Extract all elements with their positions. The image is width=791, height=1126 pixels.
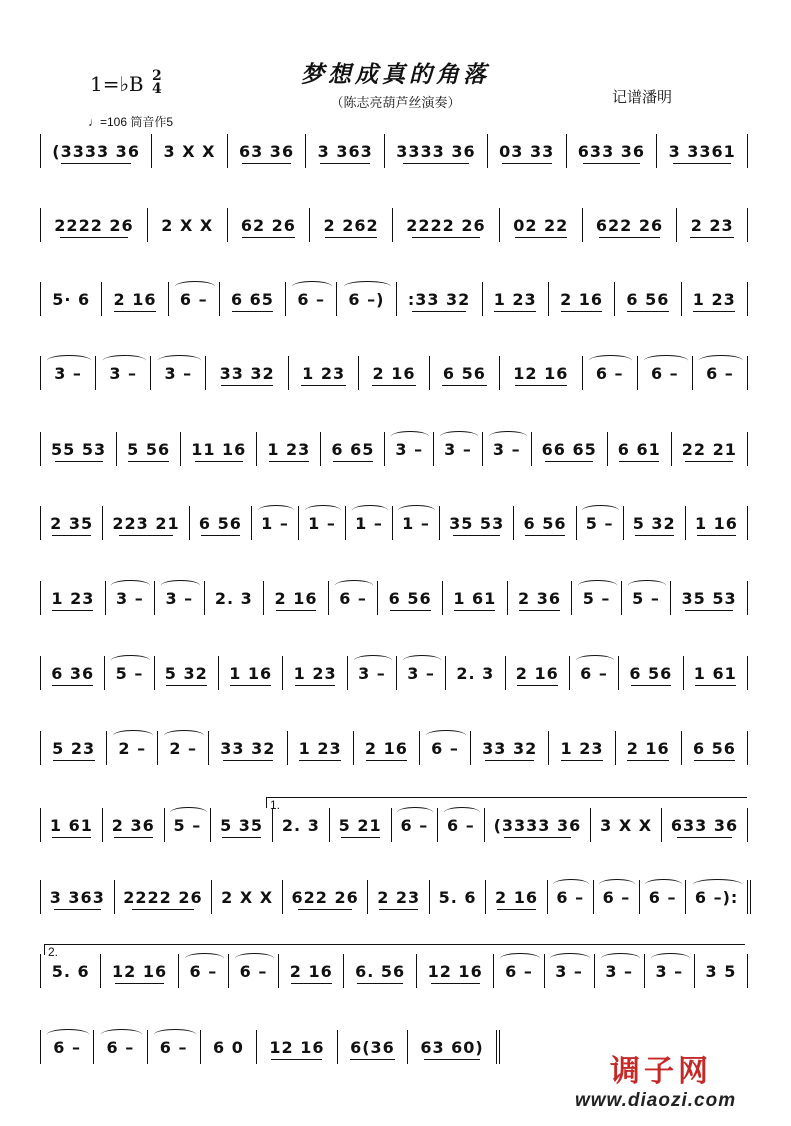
measure: 5. 6	[429, 880, 485, 914]
measure: 2. 3	[445, 656, 504, 690]
measure: 12 16	[100, 954, 178, 988]
measure: 6 –	[285, 282, 336, 316]
measure: 3 –	[105, 581, 154, 615]
watermark-url: www.diaozi.com	[575, 1090, 737, 1111]
measure: 6 –	[178, 954, 228, 988]
measure: 2 23	[367, 880, 428, 914]
measure: 2222 26	[392, 208, 499, 242]
measure: 2 16	[278, 954, 343, 988]
measure: 3 –	[482, 432, 531, 466]
measure: 2 16	[358, 356, 428, 390]
measure: :33 32	[396, 282, 482, 316]
measure: 1 16	[218, 656, 282, 690]
measure: 35 53	[670, 581, 747, 615]
measure: 622 26	[582, 208, 677, 242]
watermark-logo: 调子网	[610, 1055, 712, 1088]
measure: 33 32	[470, 731, 548, 765]
measure: 1 –	[392, 506, 439, 540]
transcriber-credit: 记谱潘明	[612, 89, 673, 106]
measure: 1 16	[685, 506, 747, 540]
measure: 3 –	[150, 356, 205, 390]
measure: 22 21	[671, 432, 747, 466]
measure: 2 –	[157, 731, 208, 765]
measure: 6 –	[493, 954, 543, 988]
score-line	[40, 208, 748, 242]
measure: 1 23	[482, 282, 548, 316]
measure: 6 0	[200, 1030, 256, 1064]
measure: 3 –	[644, 954, 694, 988]
measure: 6 –	[41, 1030, 93, 1064]
measure: 6 56	[681, 731, 747, 765]
score-line	[40, 506, 748, 540]
time-signature-top: 2	[152, 68, 162, 84]
measure: 2 23	[676, 208, 747, 242]
time-signature-bottom: 4	[152, 81, 162, 97]
measure: 6(36	[337, 1030, 407, 1064]
measure: 1 –	[298, 506, 345, 540]
measure: 622 26	[282, 880, 368, 914]
measure: 6 –)	[336, 282, 395, 316]
measure: 03 33	[487, 134, 566, 168]
measure: 2 16	[485, 880, 546, 914]
measure: 2 X X	[211, 880, 281, 914]
measure: 3 –	[384, 432, 433, 466]
measure: 3 –	[396, 656, 445, 690]
measure: 2 16	[548, 282, 614, 316]
score-line	[40, 656, 748, 690]
measure: 1 61	[41, 808, 102, 842]
measure: (3333 36	[484, 808, 591, 842]
measure: 2 35	[41, 506, 102, 540]
measure: 6 61	[607, 432, 671, 466]
measure: 63 60)	[407, 1030, 496, 1064]
measure: 3 363	[305, 134, 384, 168]
measure: 6 –	[582, 356, 637, 390]
score-line	[40, 954, 748, 988]
score-line	[40, 581, 748, 615]
measure: 1 23	[41, 581, 105, 615]
measure: 6 65	[320, 432, 384, 466]
measure: 12 16	[256, 1030, 337, 1064]
measure: 55 53	[41, 432, 116, 466]
measure: 6 –	[419, 731, 470, 765]
measure: 1 –	[345, 506, 392, 540]
measure: 33 32	[205, 356, 288, 390]
measure: 02 22	[499, 208, 582, 242]
measure: 6 –	[93, 1030, 146, 1064]
measure: 6 36	[41, 656, 104, 690]
measure: 5 23	[41, 731, 106, 765]
measure: 2 –	[106, 731, 157, 765]
measure: 2 16	[505, 656, 569, 690]
measure: 1 23	[282, 656, 346, 690]
measure: 5 –	[621, 581, 670, 615]
measure: 6 –	[437, 808, 484, 842]
measure: 3 X X	[151, 134, 226, 168]
measure: 3 –	[594, 954, 644, 988]
measure: 3333 36	[384, 134, 487, 168]
measure: 6 –):	[685, 880, 747, 914]
measure: 6 56	[189, 506, 251, 540]
measure: 6 –	[637, 356, 692, 390]
measure: 6 –	[228, 954, 278, 988]
measure: 5 –	[576, 506, 623, 540]
measure: 5· 6	[52, 289, 91, 309]
measure: 5 32	[154, 656, 218, 690]
measure: 5 –	[571, 581, 620, 615]
measure: 12 16	[499, 356, 582, 390]
volta-second	[44, 944, 745, 959]
key-signature: 1=♭B	[90, 72, 144, 96]
measure: 2 36	[507, 581, 572, 615]
measure: 66 65	[531, 432, 607, 466]
measure: 2 16	[101, 282, 167, 316]
measure: 3 –	[544, 954, 594, 988]
measure: 6 –	[692, 356, 747, 390]
measure: (3333 36	[41, 134, 151, 168]
measure: 12 16	[416, 954, 494, 988]
score-line	[40, 432, 748, 466]
tempo-marking: ♩=106 筒音作5	[88, 115, 174, 129]
measure: 63 36	[227, 134, 306, 168]
measure: 1 61	[683, 656, 747, 690]
measure: 2 262	[309, 208, 392, 242]
measure: 3 –	[347, 656, 396, 690]
measure: 1 23	[288, 356, 358, 390]
measure: 2222 26	[41, 208, 147, 242]
measure: 5 21	[329, 808, 391, 842]
measure: 1 23	[548, 731, 614, 765]
measure: 5 35	[210, 808, 272, 842]
measure: 5. 6	[51, 961, 90, 981]
measure: 3 X X	[590, 808, 661, 842]
measure: 5 –	[164, 808, 211, 842]
measure: 35 53	[439, 506, 513, 540]
measure: 6 56	[377, 581, 442, 615]
score-line	[40, 808, 748, 842]
measure: 6 –	[168, 282, 219, 316]
measure: 3 5	[694, 954, 747, 988]
measure: 6 56	[614, 282, 680, 316]
measure: 2 16	[353, 731, 419, 765]
measure: 2 16	[615, 731, 681, 765]
measure: 2. 3	[204, 581, 264, 615]
measure: 6 –	[147, 1030, 200, 1064]
measure: 3 –	[433, 432, 482, 466]
song-subtitle: （陈志亮葫芦丝演奏）	[330, 95, 461, 110]
measure: 6 –	[391, 808, 438, 842]
measure: 6 –	[639, 880, 685, 914]
measure: 3 –	[154, 581, 203, 615]
volta-first-label: 1.	[270, 798, 281, 812]
measure: 633 36	[661, 808, 747, 842]
measure: 2 X X	[147, 208, 227, 242]
measure: 5 32	[623, 506, 685, 540]
measure: 1 61	[442, 581, 507, 615]
measure: 6 56	[513, 506, 575, 540]
measure: 3 363	[41, 880, 114, 914]
measure: 3 3361	[656, 134, 747, 168]
score-line	[40, 880, 751, 914]
score-line	[40, 731, 748, 765]
measure: 6 65	[219, 282, 285, 316]
measure: 6 –	[569, 656, 618, 690]
score-line	[40, 282, 748, 316]
measure: 1 23	[256, 432, 320, 466]
score-line	[40, 356, 748, 390]
score-line	[40, 134, 748, 168]
measure: 6 –	[328, 581, 377, 615]
volta-first	[266, 797, 747, 812]
measure: 2 36	[102, 808, 164, 842]
measure: 6 56	[618, 656, 682, 690]
measure: 11 16	[180, 432, 256, 466]
measure: 3 –	[95, 356, 150, 390]
measure: 223 21	[102, 506, 189, 540]
measure: 6. 56	[343, 954, 415, 988]
measure: 33 32	[208, 731, 286, 765]
measure: 62 26	[227, 208, 310, 242]
measure: 2. 3	[272, 808, 329, 842]
measure: 6 56	[429, 356, 499, 390]
song-title: 梦想成真的角落	[301, 61, 490, 88]
measure: 633 36	[566, 134, 657, 168]
measure: 1 23	[681, 282, 747, 316]
measure: 3 –	[41, 356, 95, 390]
measure: 5 –	[104, 656, 153, 690]
score-line	[40, 1030, 500, 1064]
measure: 6 –	[547, 880, 593, 914]
volta-second-label: 2.	[48, 945, 59, 959]
measure: 1 23	[287, 731, 353, 765]
measure: 5 56	[116, 432, 180, 466]
measure: 1 –	[251, 506, 298, 540]
measure: 2 16	[263, 581, 328, 615]
measure: 2222 26	[114, 880, 212, 914]
measure: 6 –	[593, 880, 639, 914]
